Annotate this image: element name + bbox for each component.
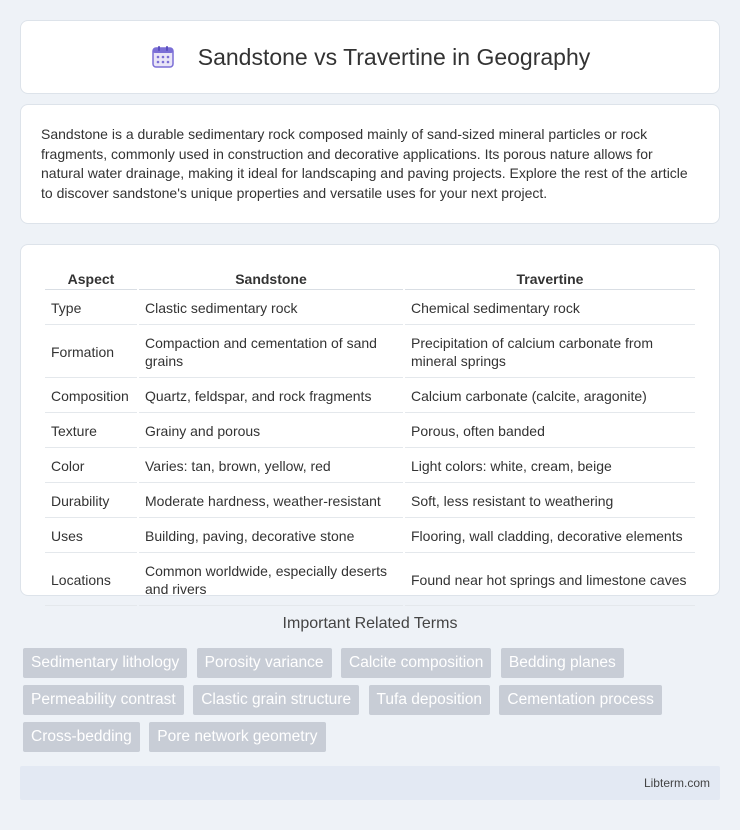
table-row <box>45 485 695 518</box>
related-term-tag[interactable]: Calcite composition <box>341 648 491 678</box>
related-term-tag[interactable]: Bedding planes <box>501 648 624 678</box>
related-term-tag[interactable]: Clastic grain structure <box>193 685 359 715</box>
intro-text: Sandstone is a durable sedimentary rock composed mainly of sand-sized mineral particles or rock fragments, commonly used in construction and decorative applications. Its porous nature allows for natural water drainage, making it ideal for landscaping and paving projects. Explore the rest of the article to discover sandstone's unique properties and versatile uses for your next project. <box>41 126 688 201</box>
related-terms-title: Important Related Terms <box>282 615 458 632</box>
cell-aspect: Type <box>45 292 137 325</box>
table-row <box>45 292 695 325</box>
table-row <box>45 520 695 553</box>
cell-travertine: Light colors: white, cream, beige <box>405 450 695 483</box>
cell-sandstone: Quartz, feldspar, and rock fragments <box>139 380 403 413</box>
cell-sandstone: Varies: tan, brown, yellow, red <box>139 450 403 483</box>
footer <box>20 766 720 800</box>
comparison-table <box>43 265 697 608</box>
cell-sandstone: Building, paving, decorative stone <box>139 520 403 553</box>
related-terms-list <box>23 648 723 759</box>
header-card <box>20 20 720 94</box>
cell-aspect: Durability <box>45 485 137 518</box>
cell-aspect: Texture <box>45 415 137 448</box>
related-term-tag[interactable]: Pore network geometry <box>149 722 325 752</box>
cell-travertine: Precipitation of calcium carbonate from mineral springs <box>405 327 695 378</box>
table-row <box>45 450 695 483</box>
footer-site-link[interactable]: Libterm.com <box>643 776 710 790</box>
cell-travertine: Soft, less resistant to weathering <box>405 485 695 518</box>
table-row <box>45 415 695 448</box>
table-row <box>45 555 695 606</box>
header-sandstone: Sandstone <box>139 267 403 290</box>
table-header-row <box>45 267 695 290</box>
cell-sandstone: Common worldwide, especially deserts and rivers <box>139 555 403 606</box>
cell-travertine: Flooring, wall cladding, decorative elements <box>405 520 695 553</box>
cell-travertine: Chemical sedimentary rock <box>405 292 695 325</box>
cell-aspect: Color <box>45 450 137 483</box>
header-travertine: Travertine <box>405 267 695 290</box>
cell-aspect: Locations <box>45 555 137 606</box>
cell-aspect: Formation <box>45 327 137 378</box>
related-term-tag[interactable]: Permeability contrast <box>23 685 184 715</box>
calendar-icon <box>150 44 176 70</box>
cell-sandstone: Clastic sedimentary rock <box>139 292 403 325</box>
related-term-tag[interactable]: Cross-bedding <box>23 722 140 752</box>
cell-aspect: Composition <box>45 380 137 413</box>
table-row <box>45 327 695 378</box>
cell-sandstone: Moderate hardness, weather-resistant <box>139 485 403 518</box>
cell-travertine: Porous, often banded <box>405 415 695 448</box>
cell-travertine: Found near hot springs and limestone caves <box>405 555 695 606</box>
cell-sandstone: Compaction and cementation of sand grains <box>139 327 403 378</box>
related-term-tag[interactable]: Cementation process <box>499 685 661 715</box>
related-term-tag[interactable]: Tufa deposition <box>369 685 490 715</box>
comparison-table-card <box>20 244 720 596</box>
cell-travertine: Calcium carbonate (calcite, aragonite) <box>405 380 695 413</box>
related-term-tag[interactable]: Porosity variance <box>197 648 332 678</box>
related-term-tag[interactable]: Sedimentary lithology <box>23 648 187 678</box>
cell-sandstone: Grainy and porous <box>139 415 403 448</box>
header-aspect: Aspect <box>45 267 137 290</box>
page-title: Sandstone vs Travertine in Geography <box>197 43 591 70</box>
intro-card <box>20 104 720 224</box>
cell-aspect: Uses <box>45 520 137 553</box>
table-row <box>45 380 695 413</box>
